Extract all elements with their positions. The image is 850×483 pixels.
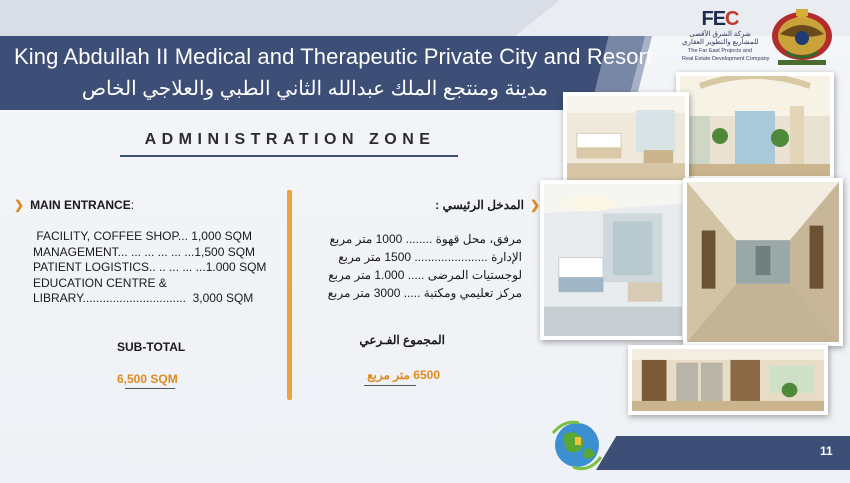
fec-logo-line: للمشاريع والتطوير العقاري [682,39,759,46]
list-item: MANAGEMENT... ... ... ... ... ...1,500 SQM [33,244,256,259]
fec-logo-line: شركة الشرق الأقصى [689,31,751,38]
arabic-area-list [328,230,522,302]
main-entrance-label-arabic: ❮المدخل الرئيسي : [435,198,540,212]
section-heading-underline [120,155,458,157]
chevron-right-icon: ❯ [14,198,25,212]
subtotal-underline [364,385,416,386]
photo-hospital-ward [540,180,686,340]
globe-icon [545,415,609,471]
header-wedge [0,0,560,36]
section-heading: ADMINISTRATION ZONE [144,131,436,148]
footer-bar [596,436,850,470]
page-title-english: King Abdullah II Medical and Therapeutic Private City and Resort [14,44,653,69]
list-item: EDUCATION CENTRE & [33,275,167,290]
royal-emblem-icon [766,6,838,68]
fec-logo [682,8,770,68]
chevron-left-icon: ❮ [529,198,540,212]
list-item: لوجستيات المرضى ..... 1.000 متر مربع [328,268,522,282]
photo-patient-room [563,92,689,184]
subtotal-label-english: SUB-TOTAL [117,340,186,354]
list-item: FACILITY, COFFEE SHOP... 1,000 SQM [33,229,252,243]
page-number: 11 [820,444,833,458]
main-entrance-label: ❯ MAIN ENTRANCE: [14,198,135,212]
subtotal-underline [125,388,175,389]
fec-logo-mark: FEC [701,8,739,30]
photo-corridor [683,178,843,346]
fec-logo-line: The Far East Projects and [688,48,752,54]
list-item: مرفق، محل قهوة ........ 1000 متر مربع [329,232,522,246]
list-item: LIBRARY............................... 3,000 SQM [33,291,254,306]
photo-lobby-atrium [676,72,834,180]
column-divider [287,190,292,400]
subtotal-label-arabic: المجموع الفـرعي [359,333,445,347]
fec-logo-line: Real Estate Development Company [682,56,770,62]
page-title-arabic: مدينة ومنتجع الملك عبدالله الثاني الطبي والعلاجي الخاص [81,78,548,100]
list-item: PATIENT LOGISTICS.. .. ... ... ...1.000 SQM [33,260,267,275]
list-item: مركز تعليمي ومكتبة ..... 3000 متر مربع [327,286,522,300]
subtotal-value-arabic: 6500 متر مربع [367,368,440,382]
subtotal-value-english: 6,500 SQM [117,372,178,386]
list-item: الإدارة ...................... 1500 متر مربع [338,250,522,264]
english-area-list [33,229,266,307]
photo-elevator-lobby [628,345,828,415]
